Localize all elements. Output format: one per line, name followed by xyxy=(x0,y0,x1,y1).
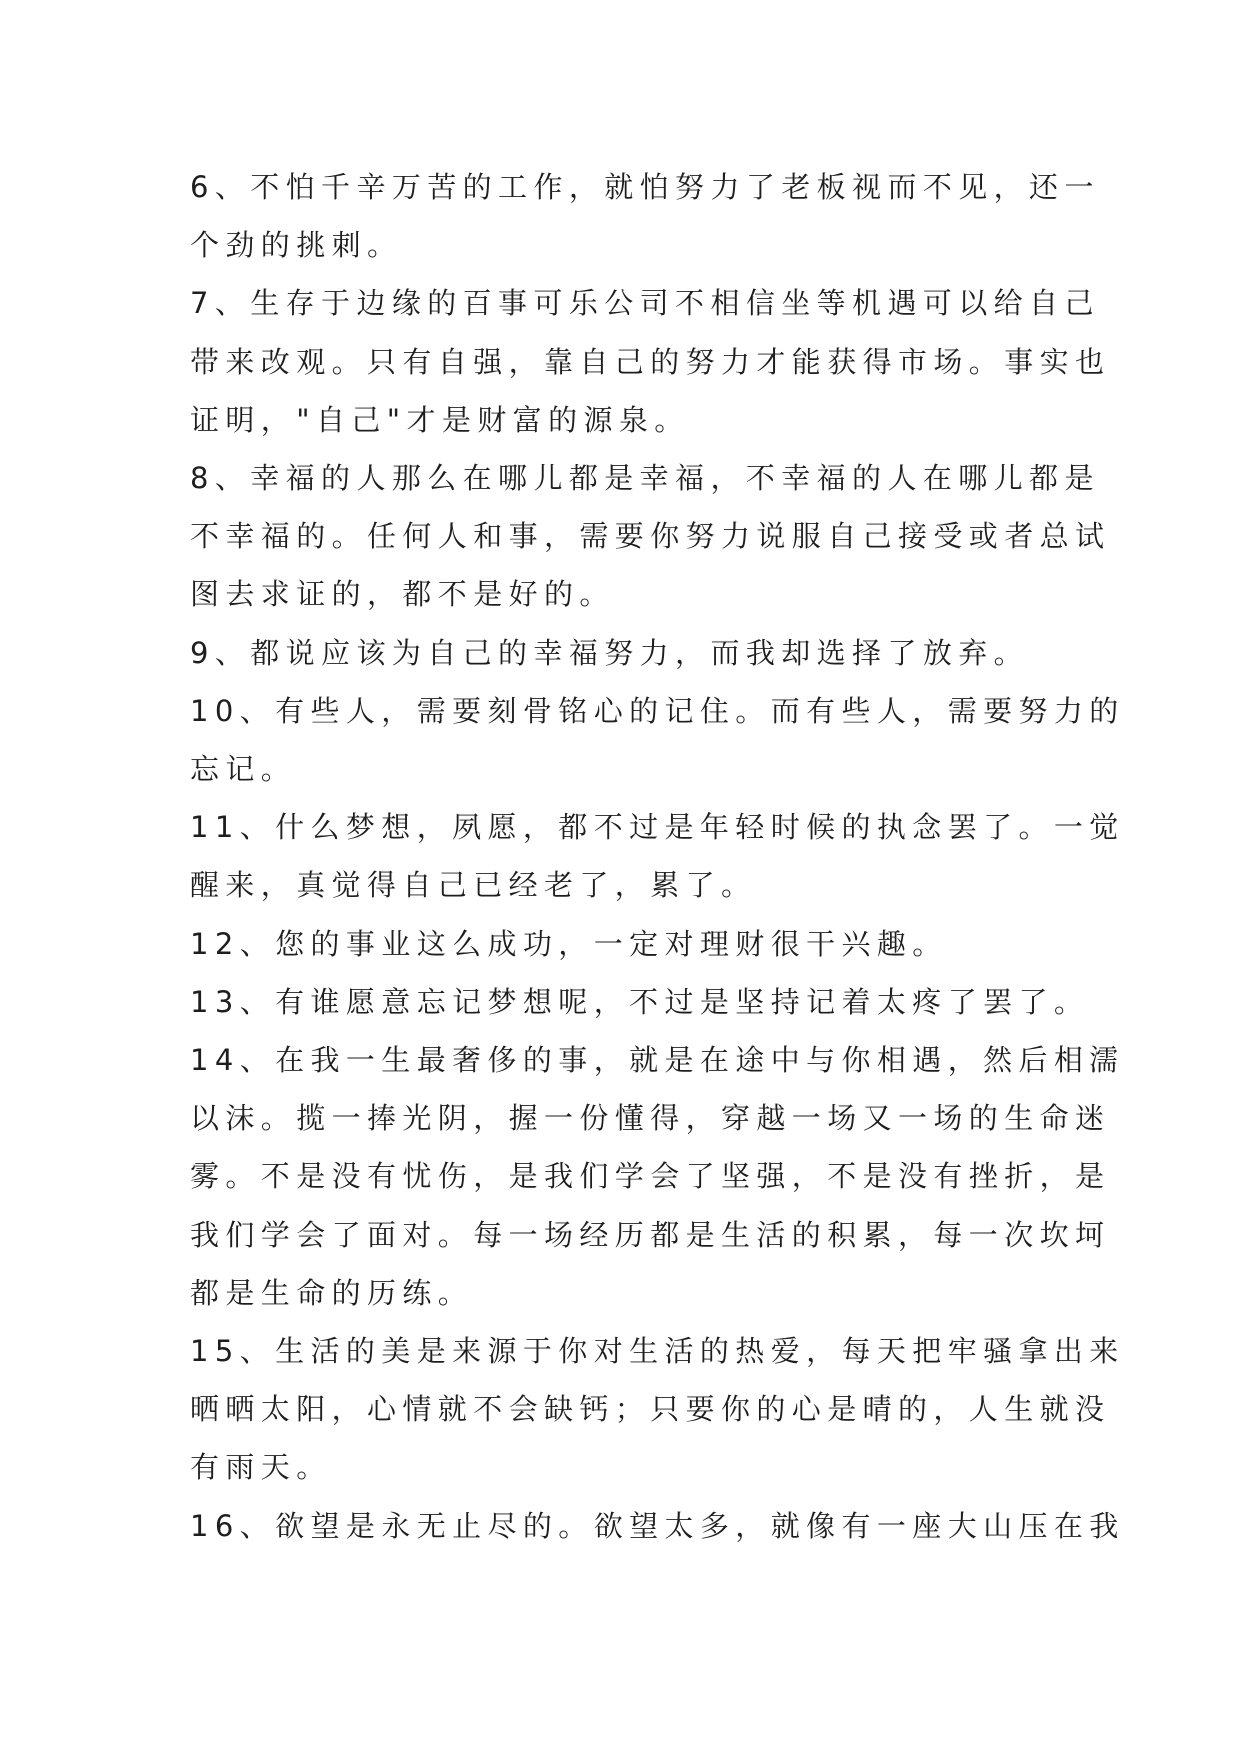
text-line: 12、您的事业这么成功，一定对理财很干兴趣。 xyxy=(190,926,948,961)
list-item-6 xyxy=(190,158,1100,274)
document-body xyxy=(190,158,1125,1555)
text-line: 6、不怕千辛万苦的工作，就怕努力了老板视而不见，还一 xyxy=(190,170,1100,204)
text-line: 不幸福的。任何人和事，需要你努力说服自己接受或者总试 xyxy=(190,519,1111,554)
text-line: 11、什么梦想，夙愿，都不过是年轻时候的执念罢了。一觉 xyxy=(190,810,1125,845)
text-line: 16、欲望是永无止尽的。欲望太多，就像有一座大山压在我 xyxy=(190,1508,1125,1543)
text-line: 带来改观。只有自强，靠自己的努力才能获得市场。事实也 xyxy=(190,344,1111,379)
text-line: 15、生活的美是来源于你对生活的热爱，每天把牢骚拿出来 xyxy=(190,1334,1125,1369)
text-line: 忘记。 xyxy=(190,752,297,787)
list-item-14 xyxy=(190,1031,1125,1322)
list-item-15 xyxy=(190,1322,1125,1497)
text-line: 醒来，真觉得自己已经老了，累了。 xyxy=(190,868,757,903)
text-line: 10、有些人，需要刻骨铭心的记住。而有些人，需要努力的 xyxy=(190,693,1125,728)
text-line: 都是生命的历练。 xyxy=(190,1275,474,1310)
list-item-7 xyxy=(190,274,1111,449)
list-item-13 xyxy=(190,973,1090,1031)
list-item-11 xyxy=(190,798,1125,914)
list-item-12 xyxy=(190,915,1062,973)
text-line: 8、幸福的人那么在哪儿都是幸福，不幸福的人在哪儿都是 xyxy=(190,461,1100,496)
list-item-8 xyxy=(190,449,1111,624)
text-line: 7、生存于边缘的百事可乐公司不相信坐等机遇可以给自己 xyxy=(190,286,1100,321)
text-line: 我们学会了面对。每一场经历都是生活的积累，每一次坎坷 xyxy=(190,1217,1111,1252)
text-line: 图去求证的，都不是好的。 xyxy=(190,577,615,612)
list-item-16 xyxy=(190,1497,1125,1555)
list-item-10 xyxy=(190,682,1125,798)
text-line: 雾。不是没有忧伤，是我们学会了坚强，不是没有挫折，是 xyxy=(190,1159,1111,1194)
text-line: 有雨天。 xyxy=(190,1450,332,1485)
list-item-9 xyxy=(190,624,1062,682)
text-line: 13、有谁愿意忘记梦想呢，不过是坚持记着太疼了罢了。 xyxy=(190,984,1090,1019)
text-line: 以沫。揽一捧光阴，握一份懂得，穿越一场又一场的生命迷 xyxy=(190,1101,1111,1136)
text-line: 晒晒太阳，心情就不会缺钙；只要你的心是晴的，人生就没 xyxy=(190,1392,1111,1427)
text-line: 证明，"自己"才是财富的源泉。 xyxy=(190,402,690,437)
text-line: 14、在我一生最奢侈的事，就是在途中与你相遇，然后相濡 xyxy=(190,1043,1125,1078)
text-line: 个劲的挑刺。 xyxy=(190,228,403,263)
text-line: 9、都说应该为自己的幸福努力，而我却选择了放弃。 xyxy=(190,635,1030,670)
